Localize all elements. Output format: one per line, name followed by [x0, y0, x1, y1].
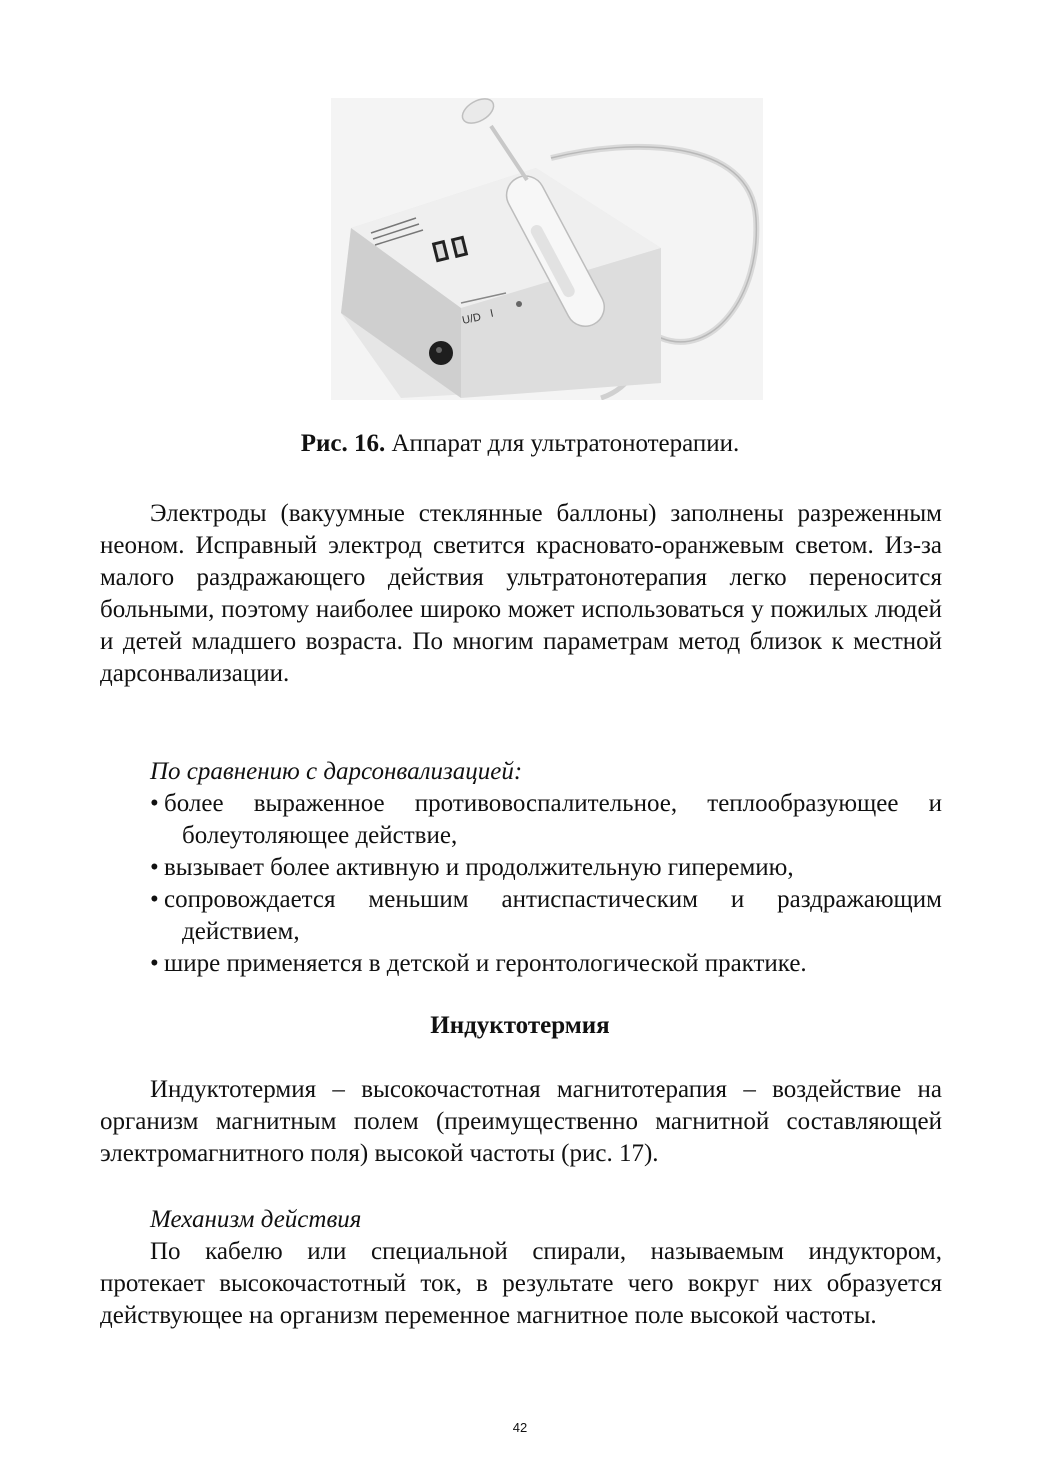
bullet-icon: • [150, 886, 159, 913]
paragraph-electrodes: Электроды (вакуумные стеклянные баллоны) заполнены разреженным неоном. Исправный электрод светится красновато-оранжевым светом. Из-за малого раздражающего действия ультратонотерапия легко переносится больными, поэтому наиболее широко может использоваться у пожилых людей и детей младшего возраста. По многим параметрам метод близок к местной дарсонвализации. [100, 500, 942, 687]
device-label-ud: U/D [461, 311, 483, 327]
mechanism-block [100, 1204, 942, 1332]
bullet-icon: • [150, 854, 159, 881]
figure-caption [0, 428, 1040, 460]
caption-text: Аппарат для ультратонотерапии. [385, 430, 740, 457]
device-label-i: I [489, 307, 495, 320]
comparison-heading: По сравнению с дарсонвализацией: [150, 758, 523, 785]
mechanism-text: По кабелю или специальной спирали, называемым индуктором, протекает высокочастотный ток, в результате чего вокруг них образуется действующее на организм переменное магнитное поле высокой частоты. [100, 1238, 942, 1329]
bullet-icon: • [150, 950, 159, 977]
page-number: 42 [512, 1420, 528, 1435]
caption-label: Рис. 16. [300, 430, 386, 457]
list-item: • сопровождается меньшим антиспастическим и раздражающим действием, [150, 886, 942, 945]
mechanism-heading: Механизм действия [150, 1206, 362, 1233]
bullet-icon: • [150, 790, 159, 817]
list-item: • шире применяется в детской и геронтологической практике. [100, 948, 942, 980]
comparison-list [100, 788, 942, 980]
comparison-block [100, 756, 942, 980]
list-item: • более выраженное противовоспалительное, теплообразующее и болеутоляющее действие, [150, 790, 942, 849]
paragraph-electrodes-block [100, 498, 942, 690]
paragraph-inductothermy: Индуктотермия – высокочастотная магнитотерапия – воздействие на организм магнитным полем (преимущественно магнитной составляющей электромагнитного поля) высокой частоты (рис. 17). [100, 1076, 942, 1167]
section-title: Индуктотермия [430, 1012, 610, 1039]
device-photo [331, 98, 763, 400]
paragraph-inductothermy-block [100, 1074, 942, 1170]
list-item: • вызывает более активную и продолжительную гиперемию, [100, 852, 942, 884]
